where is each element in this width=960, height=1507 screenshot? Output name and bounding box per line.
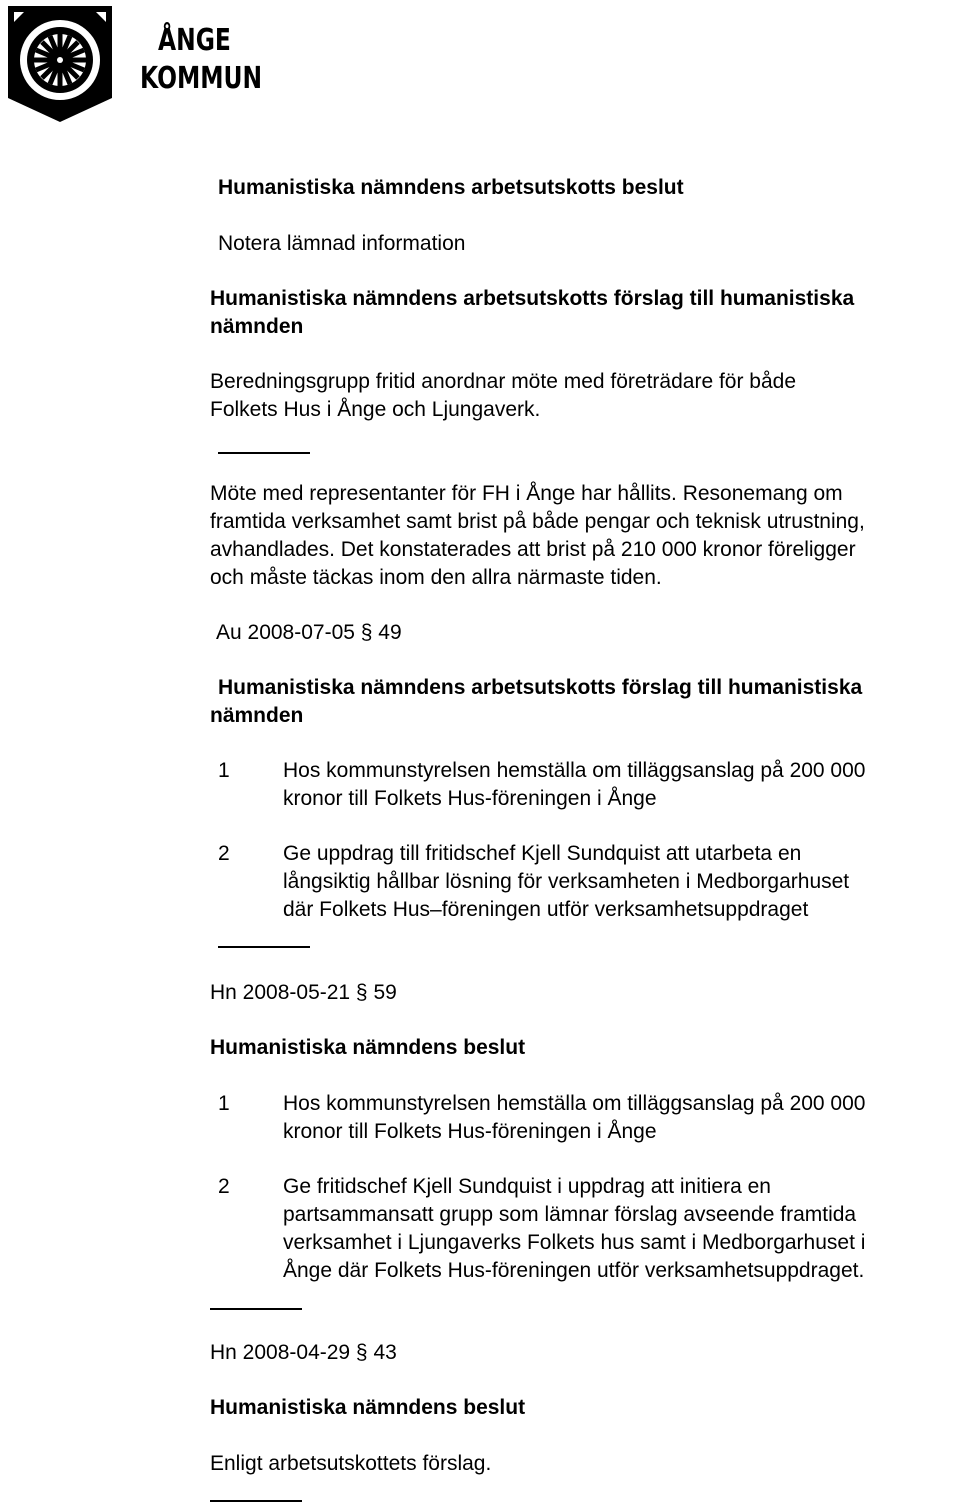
- meeting-reference: Hn 2008-05-21 § 59: [210, 981, 397, 1004]
- list-item-text: partsammansatt grupp som lämnar förslag avseende framtida: [283, 1203, 857, 1226]
- separator-rule: [218, 946, 310, 948]
- list-item-text: Ge uppdrag till fritidschef Kjell Sundquist att utarbeta en: [283, 842, 802, 865]
- meeting-reference: Au 2008-07-05 § 49: [216, 621, 402, 644]
- list-item-text: kronor till Folkets Hus-föreningen i Ånge: [283, 1120, 657, 1143]
- list-item-text: långsiktig hållbar lösning för verksamheten i Medborgarhuset: [283, 870, 850, 893]
- list-item-number: 2: [218, 1175, 230, 1198]
- separator-rule: [210, 1500, 302, 1502]
- wheel-emblem-icon: [4, 2, 116, 124]
- body-text: Enligt arbetsutskottets förslag.: [210, 1452, 492, 1475]
- list-item-text: där Folkets Hus–föreningen utför verksamhetsuppdraget: [283, 898, 809, 921]
- section-heading: nämnden: [210, 704, 304, 727]
- section-heading: Humanistiska nämndens beslut: [210, 1396, 526, 1419]
- separator-rule: [210, 1308, 302, 1310]
- separator-rule: [218, 452, 310, 454]
- list-item-text: Hos kommunstyrelsen hemställa om tilläggsanslag på 200 000: [283, 1092, 866, 1115]
- body-text: Beredningsgrupp fritid anordnar möte med företrädare för både: [210, 370, 797, 393]
- list-item-text: Ge fritidschef Kjell Sundquist i uppdrag att initiera en: [283, 1175, 771, 1198]
- section-heading: nämnden: [210, 315, 304, 338]
- body-text: Folkets Hus i Ånge och Ljungaverk.: [210, 398, 541, 421]
- body-text: avhandlades. Det konstaterades att brist på 210 000 kronor föreligger: [210, 538, 856, 561]
- body-text: Möte med representanter för FH i Ånge har hållits. Resonemang om: [210, 482, 843, 505]
- body-text: och måste täckas inom den allra närmaste tiden.: [210, 566, 662, 589]
- body-text: framtida verksamhet samt brist på både pengar och teknisk utrustning,: [210, 510, 865, 533]
- meeting-reference: Hn 2008-04-29 § 43: [210, 1341, 397, 1364]
- list-item-text: verksamhet i Ljungaverks Folkets hus samt i Medborgarhuset i: [283, 1231, 866, 1254]
- list-item-text: kronor till Folkets Hus-föreningen i Ånge: [283, 787, 657, 810]
- list-item-number: 1: [218, 759, 230, 782]
- list-item-number: 1: [218, 1092, 230, 1115]
- list-item-text: Hos kommunstyrelsen hemställa om tilläggsanslag på 200 000: [283, 759, 866, 782]
- section-heading: Humanistiska nämndens arbetsutskotts förslag till humanistiska: [210, 287, 855, 310]
- body-text: Notera lämnad information: [218, 232, 466, 255]
- list-item-text: Ånge där Folkets Hus-föreningen utför verksamhetsuppdraget.: [283, 1259, 865, 1282]
- section-heading: Humanistiska nämndens arbetsutskotts beslut: [218, 176, 684, 199]
- section-heading: Humanistiska nämndens arbetsutskotts förslag till humanistiska: [218, 676, 863, 699]
- logo-line-2: KOMMUN: [140, 61, 263, 96]
- logo-line-1: ÅNGE: [158, 23, 231, 58]
- section-heading: Humanistiska nämndens beslut: [210, 1036, 526, 1059]
- municipality-logo: [0, 0, 263, 130]
- list-item-number: 2: [218, 842, 230, 865]
